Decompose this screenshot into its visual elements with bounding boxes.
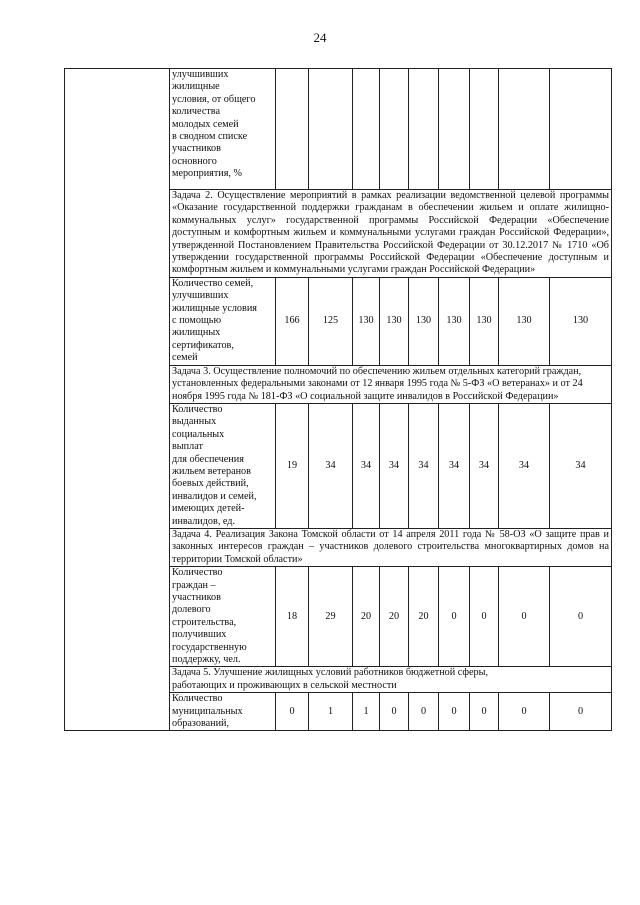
task-3-text: Задача 3. Осуществление полномочий по обеспечению жильем отдельных категорий граждан, установленных федеральными законами от 12 января 1995 года № 5-ФЗ «О ветеранах» и от 24 ноября 1995 года № 181-ФЗ «О социальной защите инвалидов в Российской Федерации» (170, 365, 612, 403)
value-cell: 0 (439, 567, 470, 667)
value-cell: 130 (470, 277, 499, 365)
value-cell: 34 (439, 403, 470, 528)
task-4-text: Задача 4. Реализация Закона Томской области от 14 апреля 2011 года № 58-ОЗ «О защите прав и законных интересов граждан – участников долевого строительства многоквартирных домов на территории Томской области» (170, 528, 612, 566)
value-cell: 34 (550, 403, 612, 528)
value-cell: 1 (353, 693, 380, 731)
task-5-text: Задача 5. Улучшение жилищных условий работников бюджетной сферы, работающих и проживающих в сельской местности (170, 667, 612, 693)
value-cell: 20 (409, 567, 439, 667)
value-cell: 19 (276, 403, 309, 528)
value-cell: 1 (309, 693, 353, 731)
outer-left-column (65, 69, 170, 731)
indicator-label: Количество выданных социальных выплат для обеспечения жильем ветеранов боевых действий, инвалидов и семей, имеющих детей- инвалидов, ед. (170, 403, 276, 528)
value-cell (309, 69, 353, 190)
value-cell (409, 69, 439, 190)
value-cell: 130 (409, 277, 439, 365)
value-cell: 130 (550, 277, 612, 365)
value-cell (439, 69, 470, 190)
task-2-text: Задача 2. Осуществление мероприятий в рамках реализации ведомственной целевой программы «Оказание государственной поддержки гражданам в обеспечении жильем и оплате жилищно-коммунальных услуг» государственной программы Российской Федерации «Обеспечение доступным и комфортным жильем и коммунальными услугами граждан Российской Федерации», утвержденной Постановлением Правительства Российской Федерации от 30.12.2017 № 1710 «Об утверждении государственной программы Российской Федерации «Обеспечение доступным и комфортным жильем и коммунальными услугами граждан Российской Федерации» (170, 190, 612, 278)
value-cell: 0 (470, 693, 499, 731)
value-cell: 20 (353, 567, 380, 667)
value-cell (499, 69, 550, 190)
value-cell: 34 (353, 403, 380, 528)
value-cell: 0 (470, 567, 499, 667)
indicator-label: улучшивших жилищные условия, от общего количества молодых семей в сводном списке участников основного мероприятия, % (170, 69, 276, 190)
table-row (65, 69, 612, 190)
value-cell: 0 (409, 693, 439, 731)
value-cell (380, 69, 409, 190)
value-cell: 125 (309, 277, 353, 365)
indicator-label: Количество граждан – участников долевого строительства, получивших государственную поддержку, чел. (170, 567, 276, 667)
value-cell: 130 (439, 277, 470, 365)
value-cell (276, 69, 309, 190)
value-cell: 130 (353, 277, 380, 365)
value-cell (470, 69, 499, 190)
value-cell: 34 (309, 403, 353, 528)
value-cell: 0 (276, 693, 309, 731)
value-cell: 20 (380, 567, 409, 667)
value-cell: 34 (380, 403, 409, 528)
value-cell: 34 (499, 403, 550, 528)
value-cell: 0 (550, 693, 612, 731)
value-cell: 166 (276, 277, 309, 365)
value-cell: 0 (499, 567, 550, 667)
value-cell (353, 69, 380, 190)
value-cell (550, 69, 612, 190)
indicator-label: Количество семей, улучшивших жилищные условия с помощью жилищных сертификатов, семей (170, 277, 276, 365)
value-cell: 0 (439, 693, 470, 731)
value-cell: 34 (409, 403, 439, 528)
value-cell: 0 (550, 567, 612, 667)
value-cell: 34 (470, 403, 499, 528)
indicator-label: Количество муниципальных образований, (170, 693, 276, 731)
value-cell: 0 (499, 693, 550, 731)
indicators-table (64, 68, 612, 731)
value-cell: 0 (380, 693, 409, 731)
value-cell: 18 (276, 567, 309, 667)
page-number: 24 (313, 30, 327, 45)
value-cell: 130 (499, 277, 550, 365)
value-cell: 130 (380, 277, 409, 365)
value-cell: 29 (309, 567, 353, 667)
